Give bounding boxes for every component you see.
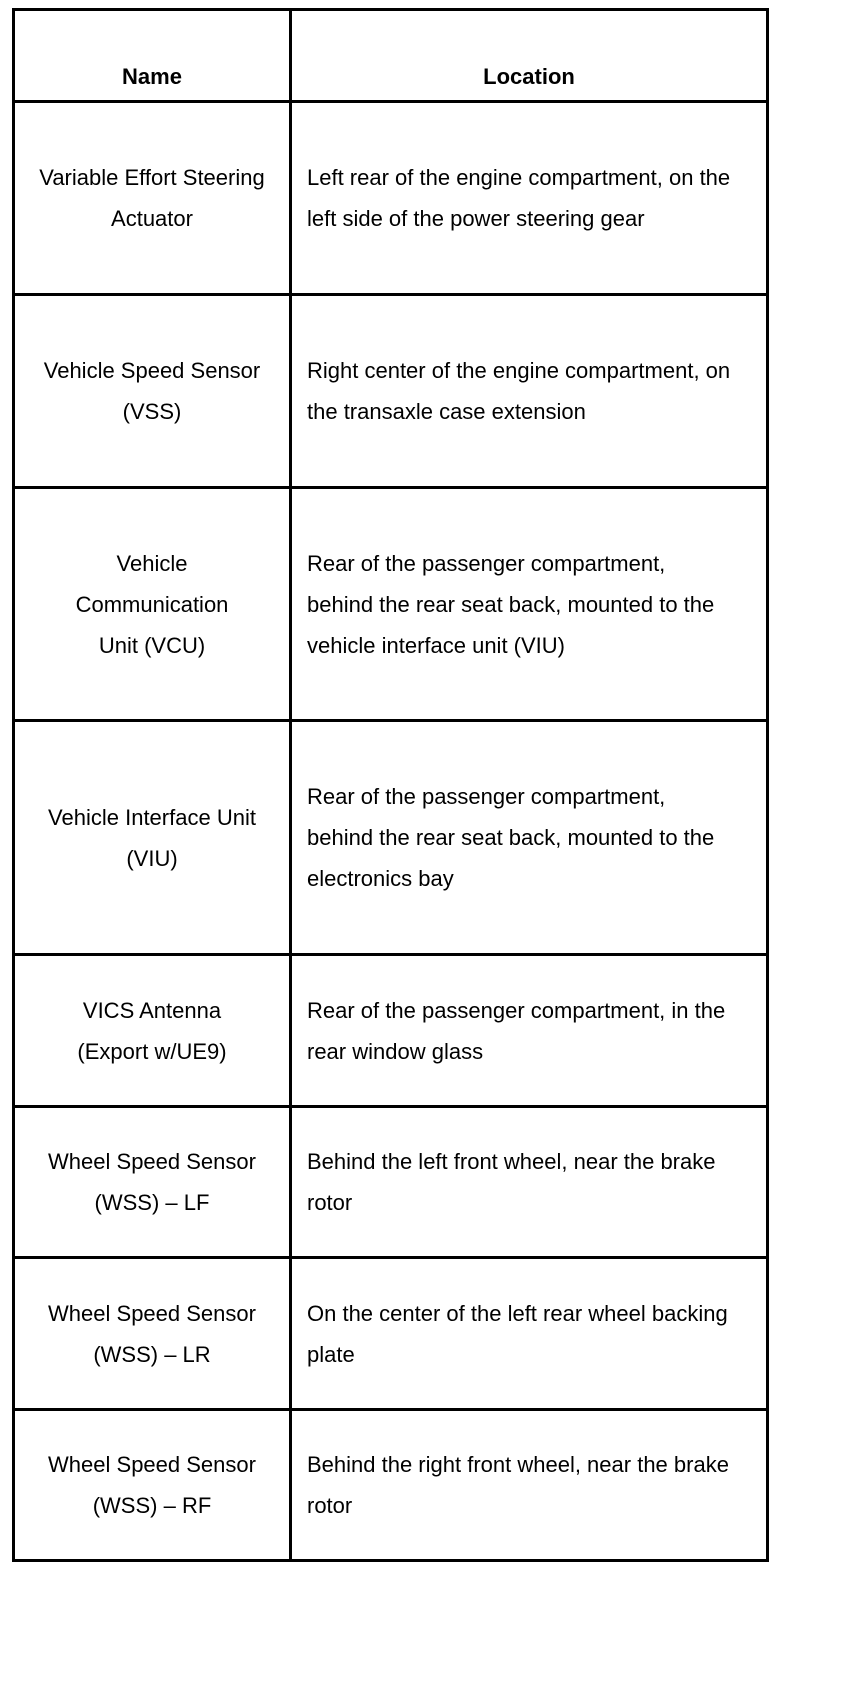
component-name: Wheel Speed Sensor (WSS) – LR — [14, 1258, 291, 1410]
component-name: Vehicle Speed Sensor (VSS) — [14, 295, 291, 488]
table-row — [14, 721, 768, 955]
table-row — [14, 488, 768, 721]
component-location: Behind the left front wheel, near the brake rotor — [291, 1107, 768, 1258]
table-row — [14, 1258, 768, 1410]
component-location: Rear of the passenger compartment, behind the rear seat back, mounted to the vehicle interface unit (VIU) — [291, 488, 768, 721]
header-row — [14, 10, 768, 102]
component-location: Rear of the passenger compartment, behind the rear seat back, mounted to the electronics bay — [291, 721, 768, 955]
component-location-table-container — [12, 8, 766, 1562]
table-row — [14, 295, 768, 488]
component-name: Wheel Speed Sensor (WSS) – RF — [14, 1410, 291, 1561]
component-location: Rear of the passenger compartment, in the rear window glass — [291, 955, 768, 1107]
component-name: Vehicle Interface Unit (VIU) — [14, 721, 291, 955]
component-name: Variable Effort Steering Actuator — [14, 102, 291, 295]
table-row — [14, 955, 768, 1107]
component-name: Wheel Speed Sensor (WSS) – LF — [14, 1107, 291, 1258]
table-row — [14, 1107, 768, 1258]
header-location: Location — [291, 10, 768, 102]
table-row — [14, 102, 768, 295]
table-row — [14, 1410, 768, 1561]
component-location: Behind the right front wheel, near the brake rotor — [291, 1410, 768, 1561]
header-name: Name — [14, 10, 291, 102]
component-name: Vehicle Communication Unit (VCU) — [14, 488, 291, 721]
component-name: VICS Antenna (Export w/UE9) — [14, 955, 291, 1107]
component-location: Left rear of the engine compartment, on the left side of the power steering gear — [291, 102, 768, 295]
component-location-table — [12, 8, 769, 1562]
component-location: Right center of the engine compartment, on the transaxle case extension — [291, 295, 768, 488]
component-location: On the center of the left rear wheel backing plate — [291, 1258, 768, 1410]
